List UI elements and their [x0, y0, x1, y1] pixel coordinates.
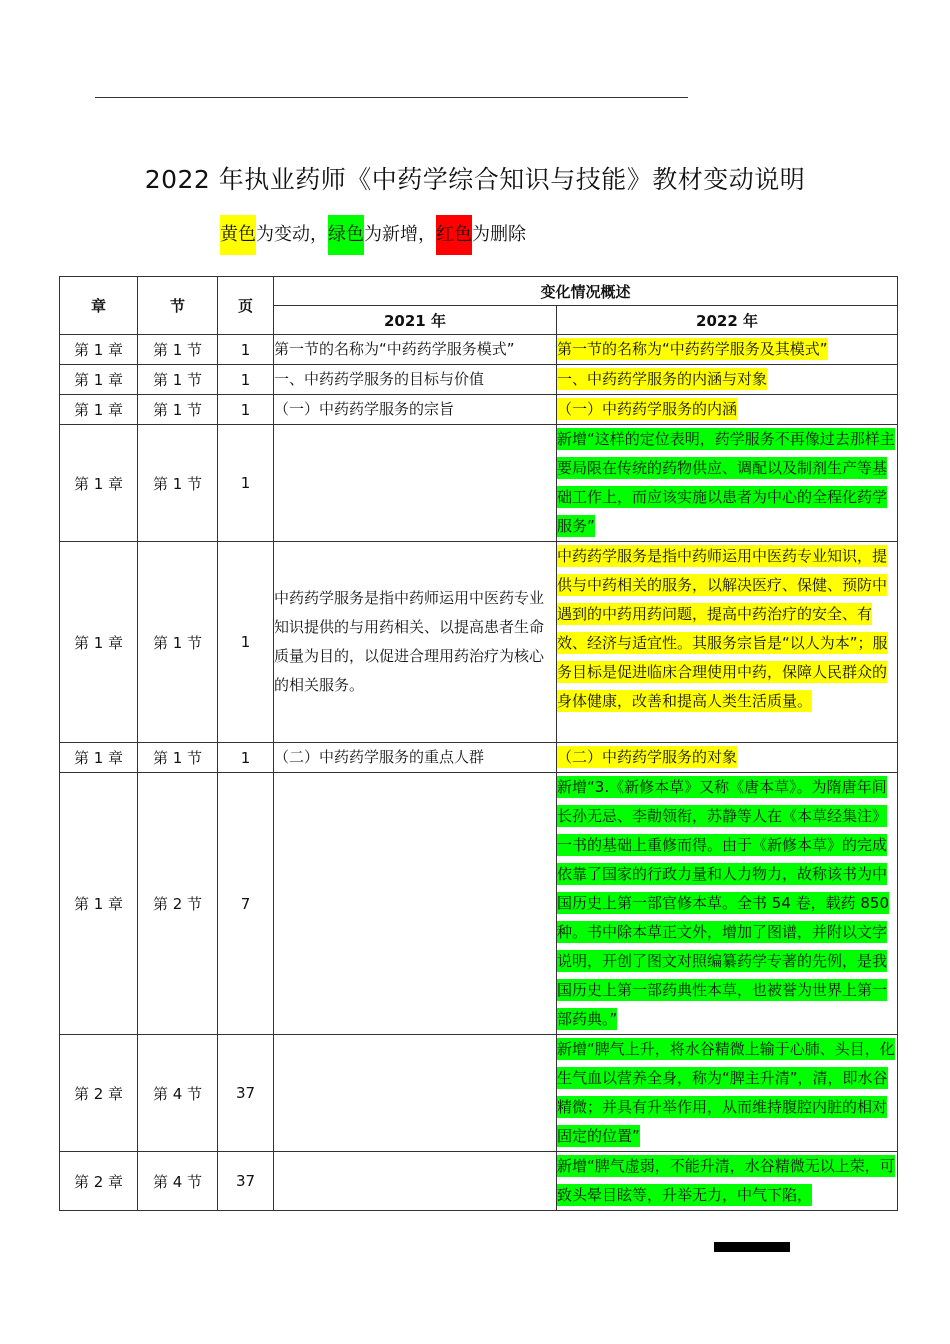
legend-yellow-swatch: 黄色: [220, 215, 256, 255]
chapter-cell: 第 2 章: [60, 1035, 138, 1152]
text-2022-cell: [557, 335, 898, 365]
chapter-cell: 第 1 章: [60, 425, 138, 542]
header-2021: 2021 年: [274, 306, 557, 335]
text-2021-cell: [274, 1035, 557, 1152]
table-row: [60, 743, 898, 773]
text-2022-cell: [557, 743, 898, 773]
section-cell: 第 1 节: [138, 425, 218, 542]
document-title: 2022 年执业药师《中药学综合知识与技能》教材变动说明: [144, 165, 806, 194]
text-2022-green-highlight: 新增“脾气上升，将水谷精微上输于心肺、头目，化生气血以营养全身，称为“脾主升清”，清，即水谷精微；并具有升举作用，从而维持腹腔内脏的相对固定的位置”: [557, 1040, 895, 1145]
header-chapter: 章: [60, 277, 138, 335]
section-cell: 第 1 节: [138, 335, 218, 365]
text-2021-cell: （一）中药药学服务的宗旨: [274, 395, 557, 425]
section-cell: 第 4 节: [138, 1035, 218, 1152]
text-2022-yellow-highlight: 中药药学服务是指中药师运用中医药专业知识，提供与中药相关的服务，以解决医疗、保健、预防中遇到的中药用药问题，提高中药治疗的安全、有效、经济与适宜性。其服务宗旨是“以人为本”；服务目标是促进临床合理使用中药，保障人民群众的身体健康，改善和提高人类生活质量。: [557, 547, 888, 710]
table-row: [60, 395, 898, 425]
table-row: [60, 365, 898, 395]
chapter-cell: 第 1 章: [60, 542, 138, 743]
text-2022-cell: [557, 1035, 898, 1152]
legend-green-swatch: 绿色: [328, 215, 364, 255]
page-cell: 7: [218, 773, 274, 1035]
chapter-cell: 第 2 章: [60, 1152, 138, 1211]
text-2022-yellow-highlight: （一）中药药学服务的内涵: [557, 400, 738, 418]
text-2022-green-highlight: 新增“脾气虚弱，不能升清，水谷精微无以上荣，可致头晕目眩等，升举无力，中气下陷，: [557, 1157, 895, 1204]
text-2021-cell: [274, 425, 557, 542]
header-summary: 变化情况概述: [274, 277, 898, 306]
chapter-cell: 第 1 章: [60, 743, 138, 773]
header-section: 节: [138, 277, 218, 335]
table-row: [60, 542, 898, 743]
table-row: [60, 773, 898, 1035]
page-cell: 1: [218, 743, 274, 773]
text-2021-cell: 中药药学服务是指中药师运用中医药专业知识提供的与用药相关、以提高患者生命质量为目的，以促进合理用药治疗为核心的相关服务。: [274, 542, 557, 743]
page-cell: 1: [218, 365, 274, 395]
text-2022-cell: [557, 773, 898, 1035]
text-2021-cell: [274, 773, 557, 1035]
section-cell: 第 1 节: [138, 743, 218, 773]
page-cell: 37: [218, 1152, 274, 1211]
page-cell: 1: [218, 395, 274, 425]
header-page: 页: [218, 277, 274, 335]
page-cell: 37: [218, 1035, 274, 1152]
section-cell: 第 1 节: [138, 542, 218, 743]
header-rule: [95, 97, 688, 98]
section-cell: 第 1 节: [138, 365, 218, 395]
legend-yellow-text: 为变动，: [256, 224, 328, 245]
table-body: [60, 335, 898, 1211]
footer-tag: [714, 1242, 790, 1252]
text-2021-cell: 第一节的名称为“中药药学服务模式”: [274, 335, 557, 365]
page-cell: 1: [218, 425, 274, 542]
text-2022-cell: [557, 395, 898, 425]
page-cell: 1: [218, 335, 274, 365]
text-2022-yellow-highlight: 一、中药药学服务的内涵与对象: [557, 370, 768, 388]
text-2022-cell: [557, 365, 898, 395]
table-row: [60, 1152, 898, 1211]
text-2021-cell: （二）中药药学服务的重点人群: [274, 743, 557, 773]
legend-red-text: 为删除: [472, 224, 526, 245]
text-2022-cell: [557, 542, 898, 743]
chapter-cell: 第 1 章: [60, 365, 138, 395]
text-2022-yellow-highlight: （二）中药药学服务的对象: [557, 748, 738, 766]
legend-green-text: 为新增，: [364, 224, 436, 245]
text-2022-cell: [557, 425, 898, 542]
text-2021-cell: 一、中药药学服务的目标与价值: [274, 365, 557, 395]
chapter-cell: 第 1 章: [60, 773, 138, 1035]
text-2021-cell: [274, 1152, 557, 1211]
section-cell: 第 1 节: [138, 395, 218, 425]
table-row: [60, 335, 898, 365]
text-2022-cell: [557, 1152, 898, 1211]
legend-red-swatch: 红色: [436, 215, 472, 255]
table-row: [60, 425, 898, 542]
chapter-cell: 第 1 章: [60, 335, 138, 365]
text-2022-green-highlight: 新增“这样的定位表明，药学服务不再像过去那样主要局限在传统的药物供应、调配以及制剂生产等基础工作上，而应该实施以患者为中心的全程化药学服务”: [557, 430, 895, 535]
text-2022-yellow-highlight: 第一节的名称为“中药药学服务及其模式”: [557, 340, 828, 358]
chapter-cell: 第 1 章: [60, 395, 138, 425]
table-row: [60, 1035, 898, 1152]
section-cell: 第 2 节: [138, 773, 218, 1035]
text-2022-green-highlight: 新增“3.《新修本草》又称《唐本草》。为隋唐年间长孙无忌、李勣领衔，苏静等人在《本草经集注》一书的基础上重修而得。由于《新修本草》的完成依靠了国家的行政力量和人力物力，故称该书为中国历史上第一部官修本草。全书 54 卷，载药 850 种。书中除本草正文外，增加了图谱，并附以文字说明，开创了图文对照编纂药学专著的先例，是我国历史上第一部药典性本草，也被誉为世界上第一部药典。”: [557, 778, 890, 1028]
section-cell: 第 4 节: [138, 1152, 218, 1211]
changes-table: [59, 276, 898, 1211]
page-cell: 1: [218, 542, 274, 743]
color-legend: [220, 215, 526, 255]
header-2022: 2022 年: [557, 306, 898, 335]
